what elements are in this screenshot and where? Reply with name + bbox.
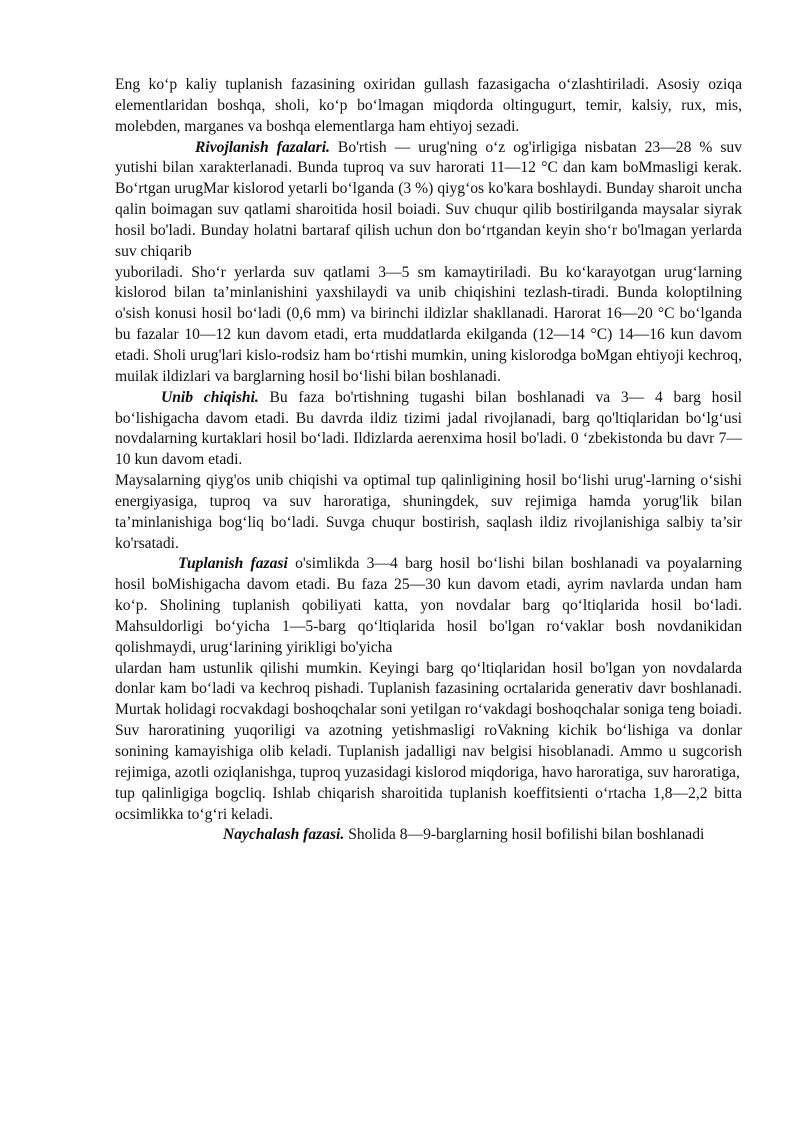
paragraph-text: Sholida 8—9-barglarning hosil bofilishi bilan boshlanadi	[344, 826, 705, 844]
paragraph-text: Eng ko‘p kaliy tuplanish fazasining oxiridan gullash fazasigacha o‘zlashtiriladi. Asosiy oziqa elementlaridan boshqa, sholi, ko‘p bo‘lmagan miqdorda oltingugurt, temir, kalsiy, rux, mis, molebden, marganes va boshqa elementlarga ham ehtiyoj sezadi.	[115, 76, 742, 135]
paragraph-text: yuboriladi. Sho‘r yerlarda suv qatlami 3—5 sm kamaytiriladi. Bu ko‘karayotgan urug‘larning kislorod bilan ta’minlanishini yaxshilaydi va unib chiqishini tezlash-tiradi. Bunda koloptilning o'sish konusi hosil bo‘ladi (0,6 mm) va birinchi ildizlar shakllanadi. Harorat 16—20 °C bo‘lganda bu fazalar 10—12 kun davom etadi, erta muddatlarda ekilganda (12—14 °C) 14—16 kun davom etadi. Sholi urug'lari kislo-rodsiz ham bo‘rtishi mumkin, uning kislorodga boMgan ehtiyoji kechroq, muilak ildizlari va barglarning hosil bo‘lishi bilan boshlanadi.	[115, 263, 742, 385]
section-heading-tillering-phase: Tuplanish fazasi	[178, 555, 288, 573]
paragraph-swelling-continued	[115, 263, 742, 388]
section-heading-germination: Unib chiqishi.	[161, 388, 259, 406]
paragraph-text: Bu faza bo'rtishning tugashi bilan boshlanadi va 3— 4 barg hosil bo‘lishigacha davom etadi. Bu davrda ildiz tizimi jadal rivojlanadi, barg qo'ltiqlaridan bo‘lg‘usi novdalarning kurtaklari hosil bo‘ladi. Ildizlarda aerenxima hosil bo'ladi. 0 ‘zbekistonda bu davr 7—10 kun davom etadi.	[115, 388, 742, 469]
paragraph-text: ulardan ham ustunlik qilishi mumkin. Keyingi barg qo‘ltiqlaridan hosil bo'lgan yon novdalarda donlar kam bo‘ladi va kechroq pishadi. Tuplanish fazasining ocrtalarida generativ davr boshlanadi. Murtak holidagi rocvakdagi boshoqchalar soni yetilgan ro‘vakdagi boshoqchalar soniga teng boiadi. Suv haroratining yuqoriligi va azotning yetishmasligi roVakning kichik bo‘lishiga va donlar sonining kamayishiga olib keladi. Tuplanish jadalligi nav belgisi hisoblanadi. Ammo u sugcorish rejimiga, azotli oziqlanishga, tuproq yuzasidagi kislorod miqdoriga, havo haroratiga, suv haroratiga,	[115, 659, 742, 781]
paragraph-tillering-phase	[115, 554, 742, 658]
paragraph-potassium-uptake	[115, 75, 742, 138]
paragraph-tillering-continued	[115, 659, 742, 784]
paragraph-text: o'simlikda 3—4 barg hosil bo‘lishi bilan boshlanadi va poyalarning hosil boMishigacha davom etadi. Bu faza 25—30 kun davom etadi, ayrim navlarda undan ham ko‘p. Sholining tuplanish qobiliyati katta, yon novdalar barg qo‘ltiqlarida hosil bo‘ladi. Mahsuldorligi bo‘yicha 1—5-barg qo‘ltiqlarida hosil bo'lgan ro‘vaklar bosh novdanikidan qolishmaydi, urug‘larining yirikligi bo'yicha	[115, 555, 742, 656]
paragraph-tillering-coefficient	[115, 784, 742, 826]
section-heading-development-phases: Rivojlanish fazalari.	[195, 138, 330, 156]
paragraph-text: Bo'rtish — urug'ning o‘z og'irligiga nisbatan 23—28 % suv yutishi bilan xarakterlanadi. Bunda tuproq va suv harorati 11—12 °C dan kam boMmasligi kerak. Bo‘rtgan urugMar kislorod yetarli bo‘lganda (3 %) qiyg‘os ko'kara boshlaydi. Bunday sharoit uncha qalin boimagan suv qatlami sharoitida hosil boiadi. Suv chuqur qilib bostirilganda maysalar siyrak hosil bo'ladi. Bunday holatni bartaraf qilish uchun don bo‘rtgandan keyin sho‘r bo'lmagan yerlarda suv chiqarib	[115, 138, 743, 260]
document-body	[115, 75, 742, 846]
paragraph-seedling-density	[115, 471, 742, 554]
paragraph-germination	[115, 388, 742, 471]
paragraph-development-phases	[115, 138, 742, 263]
paragraph-booting-phase	[115, 825, 742, 846]
section-heading-booting-phase: Naychalash fazasi.	[223, 826, 345, 844]
paragraph-text: tup qalinligiga bogcliq. Ishlab chiqarish sharoitida tuplanish koeffitsienti o‘rtacha 1,8—2,2 bitta ocsimlikka to‘g‘ri keladi.	[115, 784, 742, 823]
paragraph-text: Maysalarning qiyg'os unib chiqishi va optimal tup qalinligining hosil bo‘lishi urug'-larning o‘sishi energiyasiga, tuproq va suv haroratiga, shuningdek, suv rejimiga hamda yorug'lik bilan ta’minlanishiga bog‘liq bo‘ladi. Suvga chuqur bostirish, saqlash ildiz rivojlanishiga salbiy ta’sir ko'rsatadi.	[115, 472, 742, 552]
